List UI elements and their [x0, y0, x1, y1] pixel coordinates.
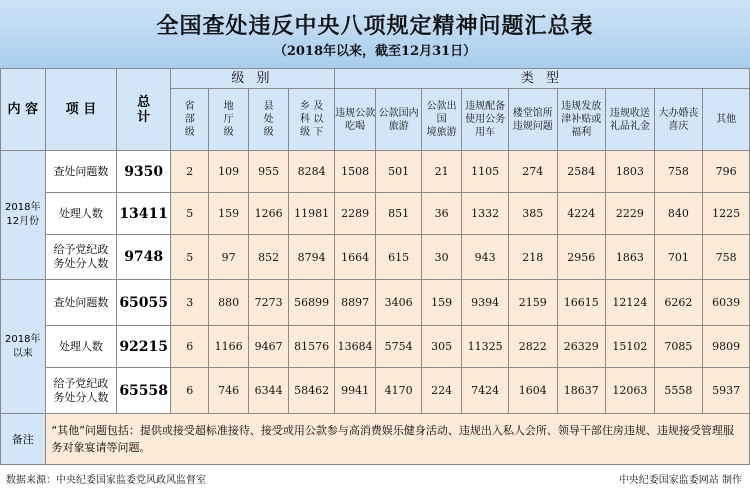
type-cell: 7424 — [462, 368, 509, 414]
note-text: “其他”问题包括：提供或接受超标准接待、接受或用公款参与高消费娱乐健身活动、违规出入私人会所、领导干部住房违规、违规接受管理服务对象宴请等问题。 — [45, 414, 749, 465]
header-type-2: 公款出国 境旅游 — [421, 89, 461, 151]
type-cell: 9941 — [334, 368, 375, 414]
type-cell: 7085 — [654, 326, 703, 368]
maker-credit: 中央纪委国家监委网站 制作 — [618, 475, 742, 486]
level-cell: 159 — [209, 193, 248, 235]
header-type-5: 违规发放 津补贴或 福利 — [557, 89, 606, 151]
type-cell: 2956 — [557, 235, 606, 280]
row-total: 65558 — [117, 368, 171, 414]
header-type-0: 违规公款 吃喝 — [334, 89, 375, 151]
type-cell: 274 — [508, 151, 557, 193]
row-total: 65055 — [117, 280, 171, 326]
row-item-label: 给予党纪政 务处分人数 — [45, 368, 117, 414]
type-cell: 701 — [654, 235, 703, 280]
type-cell: 1105 — [462, 151, 509, 193]
data-source: 数据来源：中央纪委国家监委党风政风监督室 — [6, 475, 206, 486]
header-level-3: 乡 及 科 以 级 下 — [289, 89, 335, 151]
note-label: 备注 — [1, 414, 46, 465]
row-total: 92215 — [117, 326, 171, 368]
level-cell: 955 — [248, 151, 288, 193]
header-level-2: 县 处 级 — [248, 89, 288, 151]
level-cell: 8284 — [289, 151, 335, 193]
level-cell: 9467 — [248, 326, 288, 368]
type-cell: 5937 — [703, 368, 750, 414]
level-cell: 2 — [170, 151, 208, 193]
level-cell: 11981 — [289, 193, 335, 235]
header-type-group: 类 型 — [334, 69, 749, 89]
type-cell: 224 — [421, 368, 461, 414]
type-cell: 1664 — [334, 235, 375, 280]
type-cell: 13684 — [334, 326, 375, 368]
type-cell: 6262 — [654, 280, 703, 326]
type-cell: 758 — [654, 151, 703, 193]
level-cell: 81576 — [289, 326, 335, 368]
header-type-7: 大办婚丧 喜庆 — [654, 89, 703, 151]
summary-table — [0, 68, 750, 465]
type-cell: 16615 — [557, 280, 606, 326]
section-label: 2018年 以来 — [1, 280, 46, 414]
table-row — [1, 326, 750, 368]
level-cell: 1166 — [209, 326, 248, 368]
type-cell: 12063 — [606, 368, 655, 414]
type-cell: 9394 — [462, 280, 509, 326]
header-item: 项 目 — [45, 69, 117, 151]
type-cell: 1604 — [508, 368, 557, 414]
type-cell: 5558 — [654, 368, 703, 414]
row-item-label: 查处问题数 — [45, 151, 117, 193]
header-content: 内 容 — [1, 69, 46, 151]
level-cell: 880 — [209, 280, 248, 326]
header-type-1: 公款国内 旅游 — [376, 89, 422, 151]
type-cell: 2822 — [508, 326, 557, 368]
header-type-6: 违规收送 礼品礼金 — [606, 89, 655, 151]
page-subtitle: （2018年以来，截至12月31日） — [273, 44, 477, 59]
header-type-3: 违规配备 使用公务 用车 — [462, 89, 509, 151]
type-cell: 15102 — [606, 326, 655, 368]
level-cell: 746 — [209, 368, 248, 414]
type-cell: 5754 — [376, 326, 422, 368]
type-cell: 501 — [376, 151, 422, 193]
header-level-0: 省 部 级 — [170, 89, 208, 151]
level-cell: 3 — [170, 280, 208, 326]
type-cell: 18637 — [557, 368, 606, 414]
table-row — [1, 368, 750, 414]
level-cell: 56899 — [289, 280, 335, 326]
header-type-8: 其他 — [703, 89, 750, 151]
type-cell: 26329 — [557, 326, 606, 368]
type-cell: 218 — [508, 235, 557, 280]
level-cell: 6344 — [248, 368, 288, 414]
type-cell: 3406 — [376, 280, 422, 326]
row-item-label: 处理人数 — [45, 193, 117, 235]
header-total: 总 计 — [117, 69, 171, 151]
table-row — [1, 151, 750, 193]
type-cell: 12124 — [606, 280, 655, 326]
row-item-label: 处理人数 — [45, 326, 117, 368]
page-title: 全国查处违反中央八项规定精神问题汇总表 — [156, 13, 594, 39]
table-row — [1, 235, 750, 280]
type-cell: 6039 — [703, 280, 750, 326]
level-cell: 58462 — [289, 368, 335, 414]
row-total: 9748 — [117, 235, 171, 280]
type-cell: 11325 — [462, 326, 509, 368]
type-cell: 1508 — [334, 151, 375, 193]
type-cell: 1225 — [703, 193, 750, 235]
level-cell: 6 — [170, 326, 208, 368]
type-cell: 2229 — [606, 193, 655, 235]
type-cell: 615 — [376, 235, 422, 280]
section-label: 2018年 12月份 — [1, 151, 46, 280]
table-row — [1, 193, 750, 235]
note-row — [1, 414, 750, 465]
level-cell: 7273 — [248, 280, 288, 326]
type-cell: 796 — [703, 151, 750, 193]
row-total: 13411 — [117, 193, 171, 235]
level-cell: 5 — [170, 193, 208, 235]
type-cell: 305 — [421, 326, 461, 368]
type-cell: 2584 — [557, 151, 606, 193]
type-cell: 30 — [421, 235, 461, 280]
type-cell: 943 — [462, 235, 509, 280]
row-total: 9350 — [117, 151, 171, 193]
type-cell: 2289 — [334, 193, 375, 235]
type-cell: 36 — [421, 193, 461, 235]
level-cell: 109 — [209, 151, 248, 193]
type-cell: 2159 — [508, 280, 557, 326]
row-item-label: 查处问题数 — [45, 280, 117, 326]
type-cell: 4224 — [557, 193, 606, 235]
title-banner — [0, 0, 750, 69]
type-cell: 9809 — [703, 326, 750, 368]
header-type-4: 楼堂馆所 违规问题 — [508, 89, 557, 151]
type-cell: 8897 — [334, 280, 375, 326]
level-cell: 852 — [248, 235, 288, 280]
footer — [0, 465, 750, 489]
header-level-1: 地 厅 级 — [209, 89, 248, 151]
level-cell: 1266 — [248, 193, 288, 235]
type-cell: 758 — [703, 235, 750, 280]
type-cell: 1863 — [606, 235, 655, 280]
level-cell: 5 — [170, 235, 208, 280]
level-cell: 6 — [170, 368, 208, 414]
type-cell: 1803 — [606, 151, 655, 193]
type-cell: 851 — [376, 193, 422, 235]
type-cell: 1332 — [462, 193, 509, 235]
table-row — [1, 280, 750, 326]
header-level-group: 级 别 — [170, 69, 334, 89]
type-cell: 4170 — [376, 368, 422, 414]
level-cell: 8794 — [289, 235, 335, 280]
row-item-label: 给予党纪政 务处分人数 — [45, 235, 117, 280]
type-cell: 385 — [508, 193, 557, 235]
level-cell: 97 — [209, 235, 248, 280]
type-cell: 840 — [654, 193, 703, 235]
type-cell: 21 — [421, 151, 461, 193]
type-cell: 159 — [421, 280, 461, 326]
